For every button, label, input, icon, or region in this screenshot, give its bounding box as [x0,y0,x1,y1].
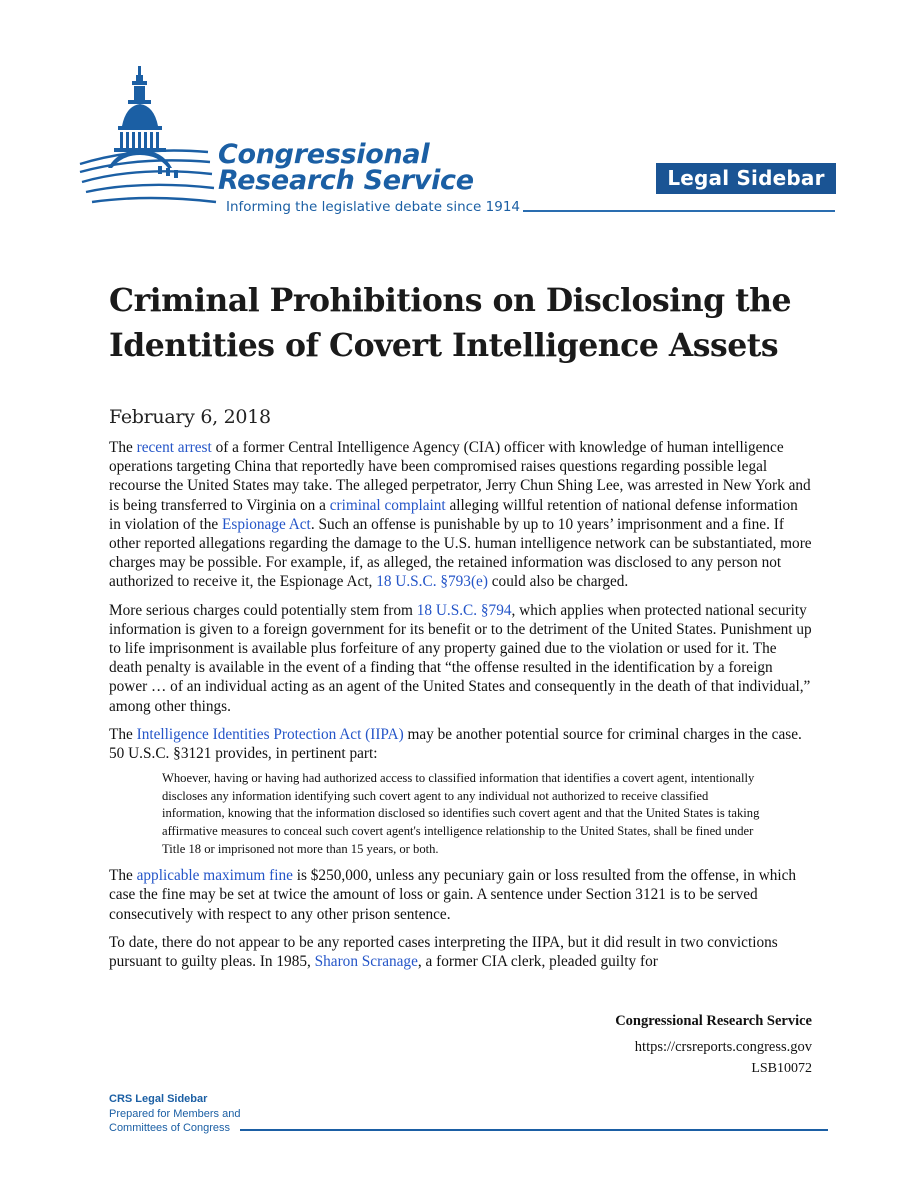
sidebar-line-2: Committees of Congress [109,1122,231,1134]
paragraph-1: The recent arrest of a former Central Intelligence Agency (CIA) officer with knowledge of human intelligence operations targeting China that reportedly have been compromised raises questions regarding possible legal recourse the United States may take. The alleged perpetrator, Jerry Chun Shing Lee, was arrested in New York and is being transferred to Virginia on a criminal complaint alleging willful retention of national defense information in violation of the Espionage Act. Such an offense is punishable by up to 10 years’ imprisonment and a fine. If other reported allegations regarding the damage to the U.S. human intelligence network can be substantiated, more charges may be possible. For example, if, as alleged, the retained information was disclosed to any person not authorized to receive it, the Espionage Act, 18 U.S.C. §793(e) could also be charged. [109,439,812,591]
paragraph-5: To date, there do not appear to be any reported cases interpreting the IIPA, but it did result in two convictions pursuant to guilty pleas. In 1985, Sharon Scranage, a former CIA clerk, pleaded guilty for [109,933,778,971]
report-id: LSB10072 [751,1061,812,1076]
publication-date: February 6, 2018 [109,406,271,428]
sidebar-label: CRS Legal Sidebar [109,1093,208,1105]
link-iipa[interactable]: Intelligence Identities Protection Act (IIPA) [136,725,404,743]
link-applicable[interactable]: applicable [136,867,200,885]
org-name-line1: Congressional [218,139,430,170]
link-18-usc-794[interactable]: 18 U.S.C. §794 [416,601,512,619]
statute-quote: Whoever, having or having had authorized access to classified information that identifies a covert agent, intentionally discloses any information identifying such covert agent to any individual not authorized to receive classified information, knowing that the information disclosed so identifies such covert agent and that the United States is taking affirmative measures to conceal such covert agent's intelligence relationship to the United States, shall be fined under Title 18 or imprisoned not more than 15 years, or both. [162,771,760,856]
link-recent-arrest[interactable]: recent arrest [136,439,212,456]
paragraph-2: More serious charges could potentially stem from 18 U.S.C. §794, which applies when protected national security information is given to a foreign government for its benefit or to the detriment of the United States. Punishment up to life imprisonment is available plus forfeiture of any property gained due to the violation or used for it. The death penalty is available in the event of a finding that “the offense resulted in the identification by a foreign power … of an individual acting as an agent of the United States and consequently in the death of that individual,” among other things. [109,601,812,715]
page-title: Criminal Prohibitions on Disclosing the Identities of Covert Intelligence Assets [109,282,792,364]
org-name-line2: Research Service [218,165,474,196]
capitol-dome-icon [78,64,218,214]
footer-url[interactable]: https://crsreports.congress.gov [634,1039,812,1055]
paragraph-3: The Intelligence Identities Protection Act (IIPA) may be another potential source for criminal charges in the case. 50 U.S.C. §3121 provides, in pertinent part: [109,725,802,763]
legal-sidebar-badge: Legal Sidebar [656,163,836,194]
link-18-usc-793e[interactable]: 18 U.S.C. §793(e) [376,573,488,591]
link-criminal-complaint[interactable]: criminal complaint [329,496,446,514]
footer-divider [240,1129,828,1131]
footer-org: Congressional Research Service [615,1013,812,1029]
tagline: Informing the legislative debate since 1914 [226,199,521,215]
link-maximum-fine[interactable]: maximum fine [203,867,293,885]
org-name [218,139,474,196]
link-sharon-scranage[interactable]: Sharon Scranage [314,953,418,971]
article-body [109,438,813,980]
paragraph-4: The applicable maximum fine is $250,000, unless any pecuniary gain or loss resulted from the offense, in which case the fine may be set at twice the amount of loss or gain. A sentence under Section 3121 is to be served consecutively with respect to any other prison sentence. [109,867,797,923]
tagline-divider [523,210,835,212]
link-espionage-act[interactable]: Espionage Act [222,515,311,533]
sidebar-line-1: Prepared for Members and [109,1108,241,1120]
